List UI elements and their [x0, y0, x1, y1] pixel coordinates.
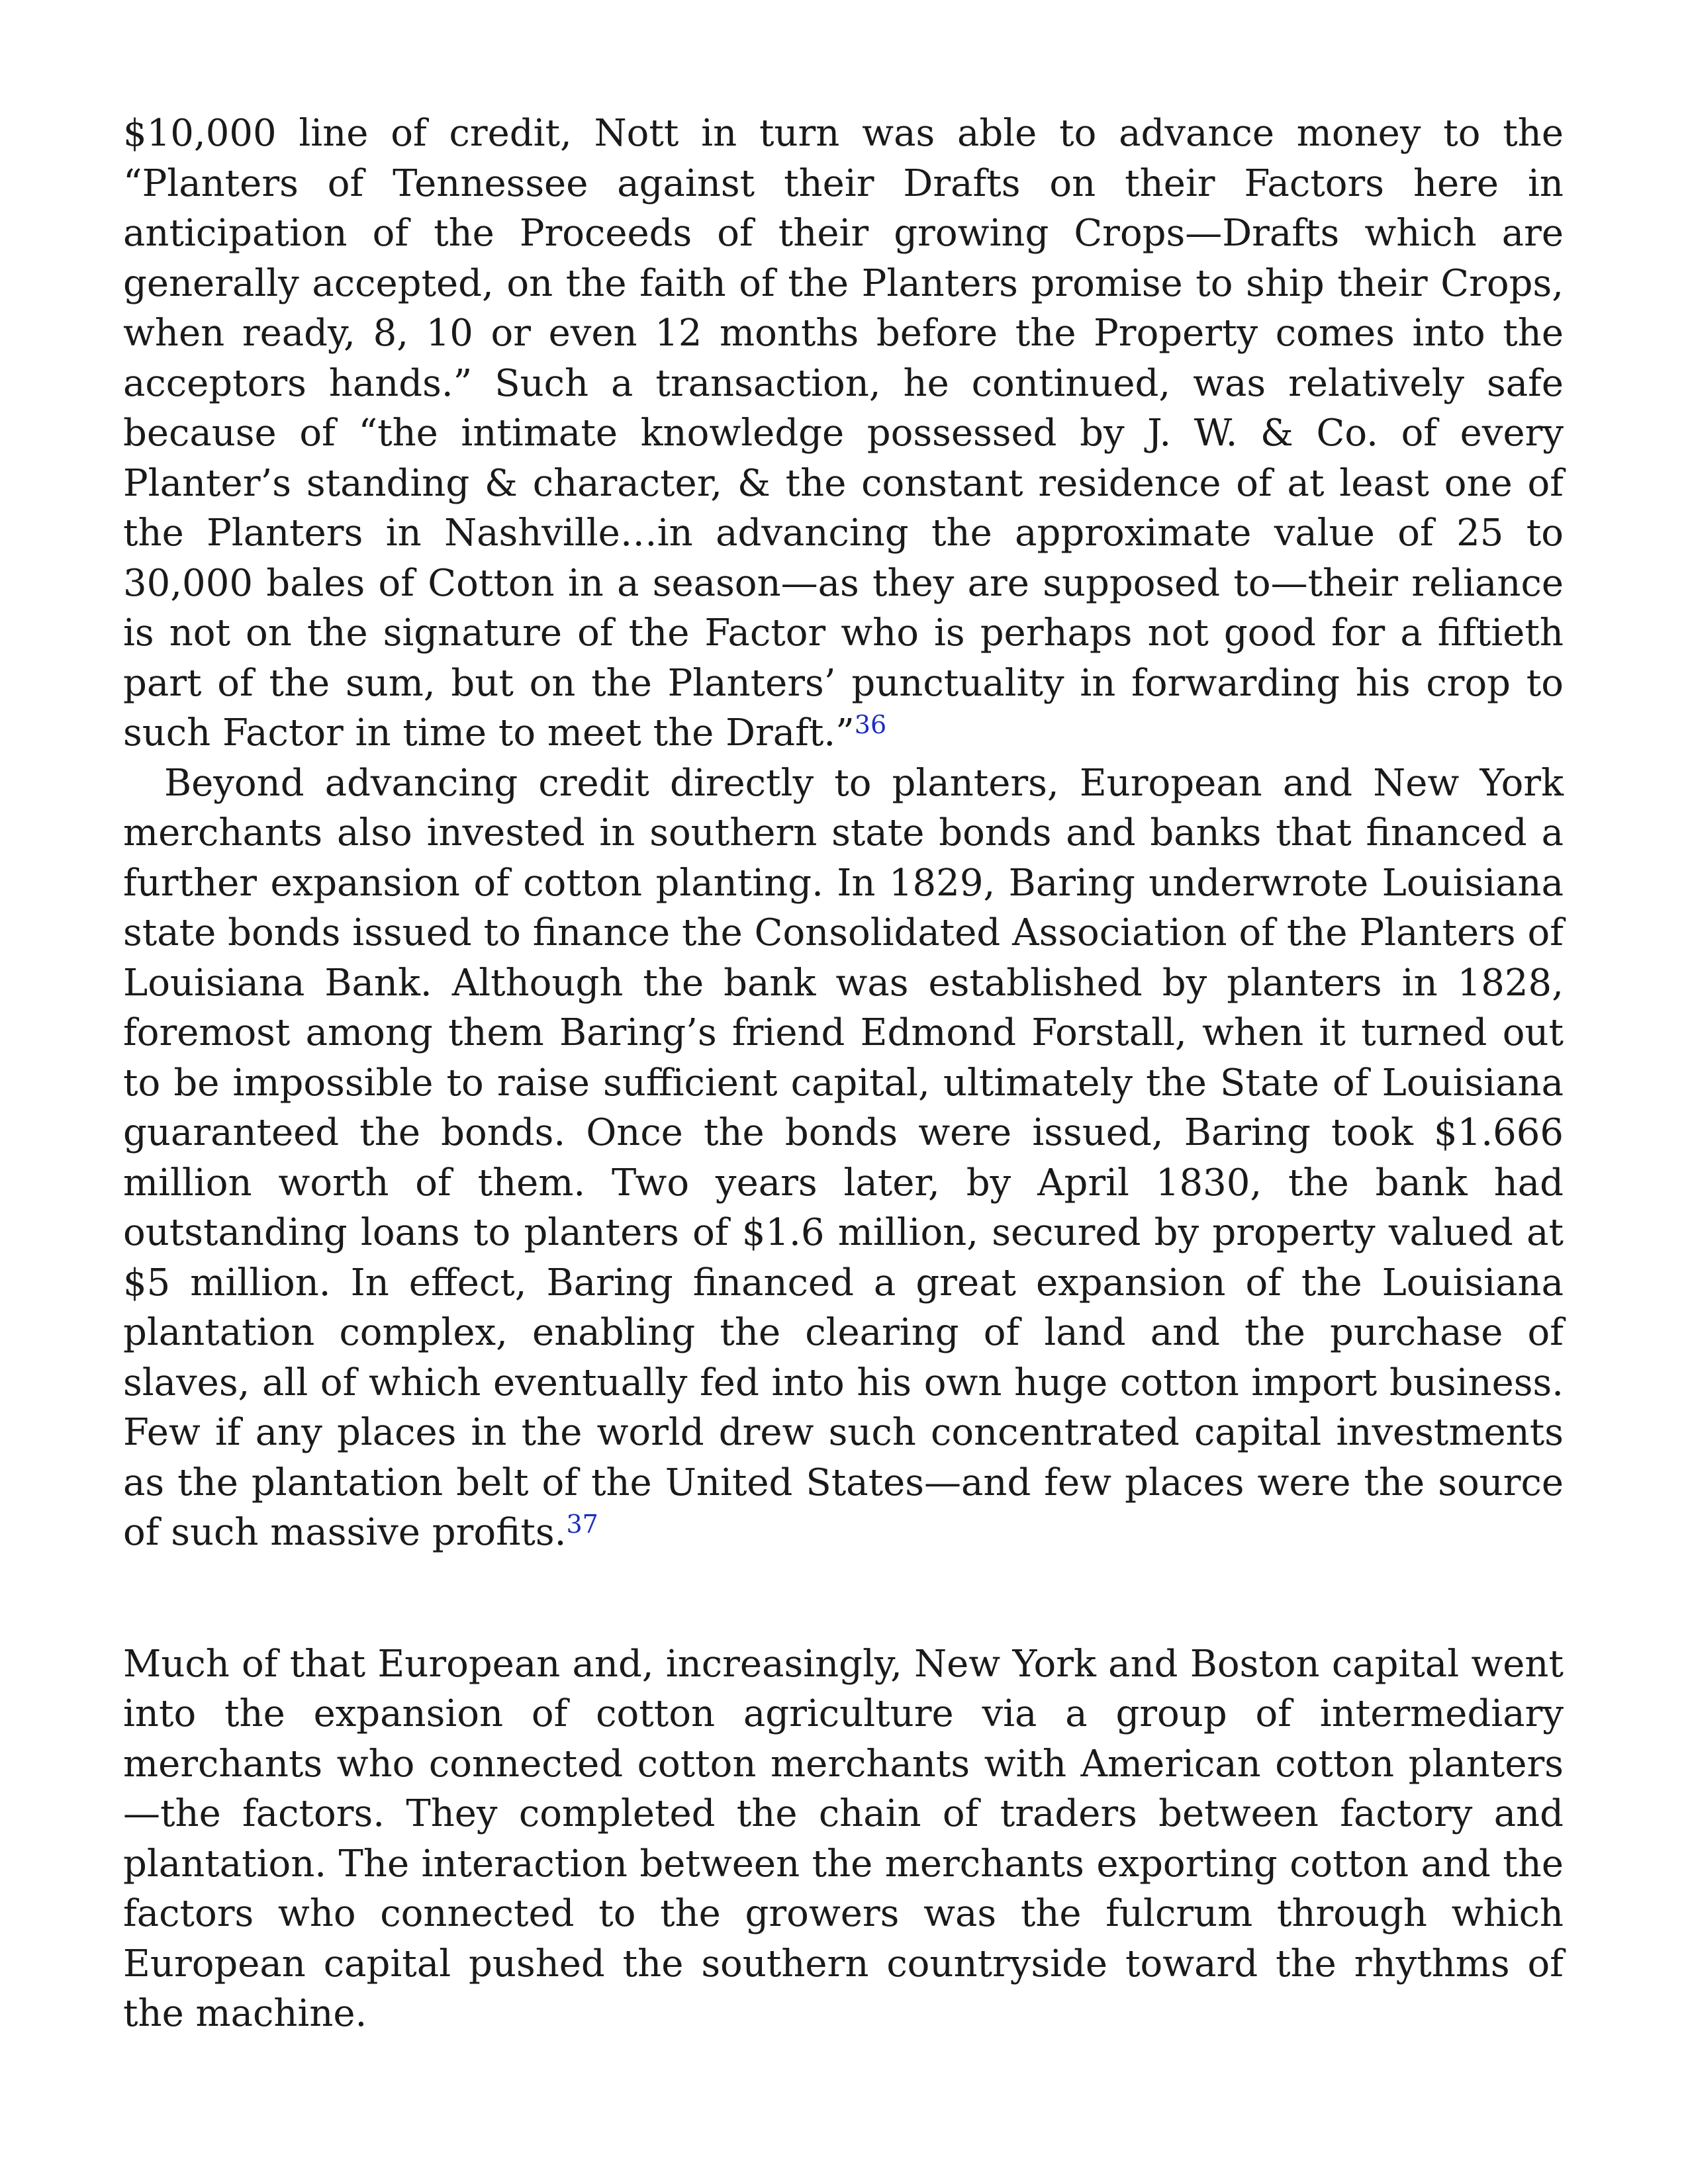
paragraph-state-bonds: [123, 758, 1564, 1558]
page-body: [123, 109, 1564, 2039]
paragraph-text: Beyond advancing credit directly to planters, European and New York merchants also invested in southern state bonds and banks that financed a further expansion of cotton planting. In 1829, Baring underwrote Louisiana state bonds issued to finance the Consolidated Association of the Planters of Louisiana Bank. Although the bank was established by planters in 1828, foremost among them Baring’s friend Edmond Forstall, when it turned out to be impossible to raise sufficient capital, ultimately the State of Louisiana guaranteed the bonds. Once the bonds were issued, Baring took $1.666 million worth of them. Two years later, by April 1830, the bank had outstanding loans to planters of $1.6 million, secured by property valued at $5 million. In effect, Baring financed a great expansion of the Louisiana plantation complex, enabling the clearing of land and the purchase of slaves, all of which eventually fed into his own huge cotton import business. Few if any places in the world drew such concentrated capital investments as the plantation belt of the United States—and few places were the source of such massive profits.: [123, 761, 1564, 1554]
section-break: [123, 1558, 1564, 1639]
footnote-link-36[interactable]: 36: [854, 710, 887, 739]
paragraph-credit-advances: [123, 109, 1564, 758]
paragraph-factors: [123, 1639, 1564, 2039]
paragraph-text: $10,000 line of credit, Nott in turn was able to advance money to the “Planters of Tennessee against their Drafts on their Factors here in anticipation of the Proceeds of their growing Crops—Drafts which are generally accepted, on the faith of the Planters promise to ship their Crops, when ready, 8, 10 or even 12 months before the Property comes into the acceptors hands.” Such a transaction, he continued, was relatively safe because of “the intimate knowledge possessed by J. W. & Co. of every Planter’s standing & character, & the constant residence of at least one of the Planters in Nashville…in advancing the approximate value of 25 to 30,000 bales of Cotton in a season—as they are supposed to—their reliance is not on the signature of the Factor who is perhaps not good for a fiftieth part of the sum, but on the Planters’ punctuality in forwarding his crop to such Factor in time to meet the Draft.”: [123, 112, 1564, 754]
footnote-link-37[interactable]: 37: [566, 1510, 598, 1539]
paragraph-text: Much of that European and, increasingly, New York and Boston capital went into the expansion of cotton agriculture via a group of intermediary merchants who connected cotton merchants with American cotton planters —the factors. They completed the chain of traders between factory and plantation. The interaction between the merchants exporting cotton and the factors who connected to the growers was the fulcrum through which European capital pushed the southern countryside toward the rhythms of the machine.: [123, 1642, 1564, 2035]
